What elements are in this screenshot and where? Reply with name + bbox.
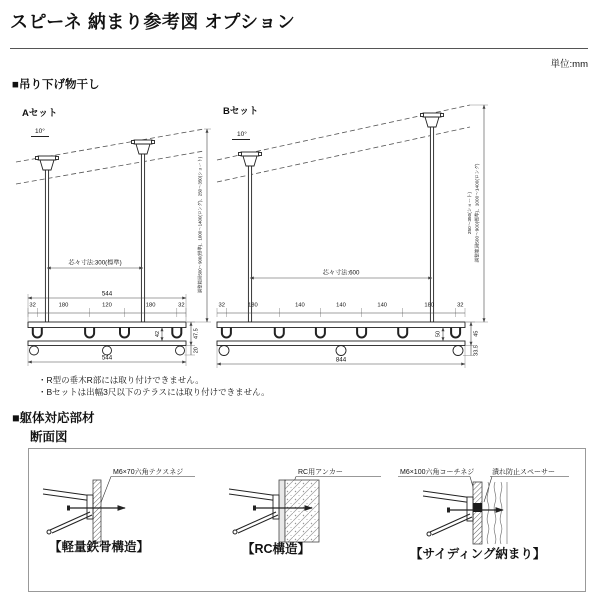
hook-height-dimension <box>436 328 444 342</box>
callout-label: M6×70六角テクスネジ <box>113 469 184 476</box>
note-line: ・R型の垂木R部には取り付けできません。 <box>38 375 204 385</box>
set-b-angle-label: 10° <box>237 131 247 138</box>
set-b-label: Bセット <box>223 106 259 117</box>
pitch-dimension <box>47 259 143 269</box>
callout-label: RC用アンカー <box>298 469 343 476</box>
unit-label: 単位:mm <box>550 59 588 70</box>
hook-height-dimension <box>155 328 162 342</box>
dim-label: 32 <box>218 302 225 309</box>
right-dimensions <box>463 322 480 356</box>
dim-label: 47.5 <box>193 328 200 340</box>
adjust-range-dimension <box>186 129 211 322</box>
section-heading-hanging: ■吊り下げ物干し <box>12 79 100 91</box>
dim-label: 32 <box>457 302 464 309</box>
hanger-pole-left <box>239 152 262 322</box>
set-b-diagram <box>215 100 505 392</box>
dim-label: 32 <box>29 302 36 309</box>
cross-section-panel <box>28 448 586 592</box>
detail-rc <box>229 468 381 542</box>
dim-label: 芯々寸法:300(標準) <box>68 259 122 267</box>
dim-label: 140 <box>295 302 305 309</box>
notes <box>38 374 270 398</box>
detail-siding <box>398 467 569 544</box>
caption-siding: 【サイディング納まり】 <box>410 547 546 561</box>
panel-strip <box>279 480 285 542</box>
crush-spacer <box>473 503 482 512</box>
dim-label: 180 <box>424 302 435 309</box>
callout-label: M6×100六角コーチネジ <box>400 469 475 476</box>
dim-label: 芯々寸法:600 <box>322 269 360 277</box>
dim-label: 33.5 <box>473 345 480 356</box>
dim-label: 45 <box>473 330 480 337</box>
set-a-diagram <box>14 100 214 392</box>
range-label-2: 250〜350(ショート) <box>467 191 472 235</box>
page-title: スピーネ 納まり参考図 オプション <box>10 12 296 32</box>
callout-label-2: 潰れ防止スペーサー <box>492 469 555 476</box>
dim-label: 140 <box>377 302 388 309</box>
dim-label: 544 <box>101 354 113 362</box>
steel-wall <box>93 480 101 542</box>
detail-steel-frame <box>43 467 195 542</box>
concrete-wall <box>285 480 319 542</box>
adjust-range-dimension <box>465 105 488 322</box>
note-line: ・Bセットは出幅3尺以下のテラスには取り付けできません。 <box>38 387 270 397</box>
dim-label: 180 <box>145 302 156 309</box>
dim-label: 32 <box>178 302 185 309</box>
cross-section-drawings <box>29 449 583 589</box>
hanger-pole-left <box>36 156 59 322</box>
hanger-pole-right <box>421 113 444 322</box>
segment-dimensions <box>28 303 186 318</box>
title-divider <box>10 48 588 49</box>
dim-label: 120 <box>102 302 112 309</box>
dim-label: 544 <box>101 290 113 298</box>
siding-wall <box>473 482 482 544</box>
screw-head <box>447 508 450 513</box>
dim-label: 140 <box>336 302 346 309</box>
dim-label: 50 <box>435 330 442 338</box>
dim-label: 42 <box>155 330 161 338</box>
section-subheading-cross: 断面図 <box>30 430 68 444</box>
range-label: 調整範囲500〜900(標準)、1000〜1400(ロング) <box>474 163 480 263</box>
dim-label: 180 <box>58 302 69 309</box>
set-a-angle-label: 10° <box>35 128 45 135</box>
set-a-label: Aセット <box>22 108 58 119</box>
caption-steel: 【軽量鉄骨構造】 <box>49 540 150 554</box>
section-heading-frame: ■躯体対応部材 <box>12 411 95 425</box>
range-label: 調整範囲500〜900(標準)、1000〜1400(ロング)、250〜350(ショート) <box>197 156 203 294</box>
hanger-pole-right <box>132 140 155 322</box>
anchor-head <box>253 506 256 511</box>
right-dimensions <box>185 322 200 355</box>
dim-label: 844 <box>335 356 347 364</box>
dim-label: 180 <box>248 302 258 309</box>
screw-head <box>67 506 70 511</box>
segment-dimensions <box>217 303 465 318</box>
hanger-bar <box>217 322 465 356</box>
wood-grain <box>487 482 507 544</box>
pitch-dimension <box>250 269 432 279</box>
dim-label: 20 <box>193 347 200 354</box>
caption-rc: 【RC構造】 <box>242 542 311 556</box>
